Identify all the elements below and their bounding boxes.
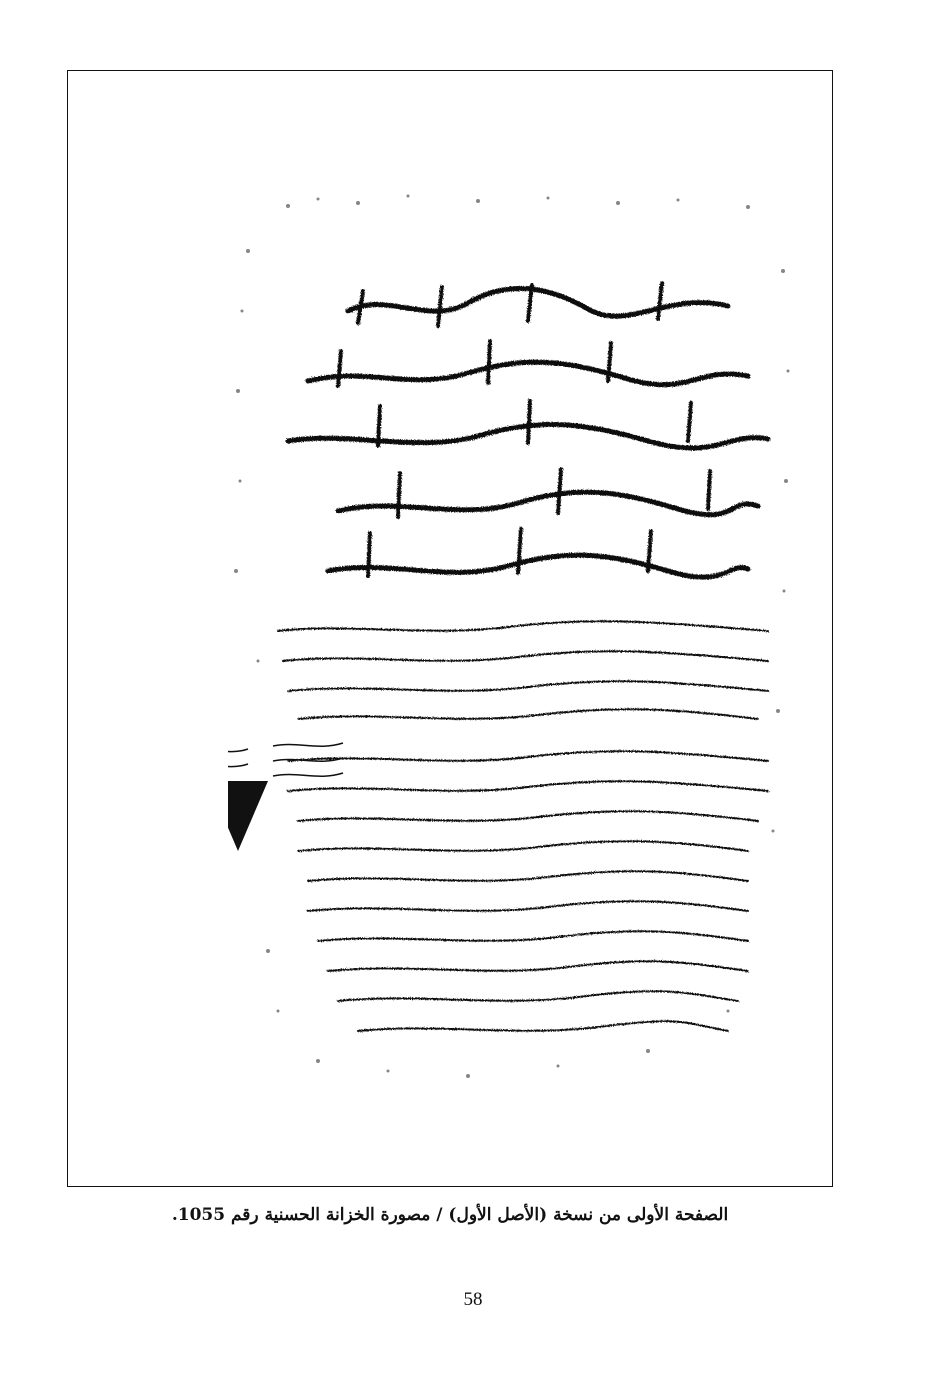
figure-caption: الصفحة الأولى من نسخة (الأصل الأول) / مصورة الخزانة الحسنية رقم 1055.: [171, 1205, 729, 1225]
page-number: 58: [463, 1289, 483, 1310]
manuscript-page-image: [228, 191, 798, 1091]
figure-frame: [67, 70, 833, 1187]
